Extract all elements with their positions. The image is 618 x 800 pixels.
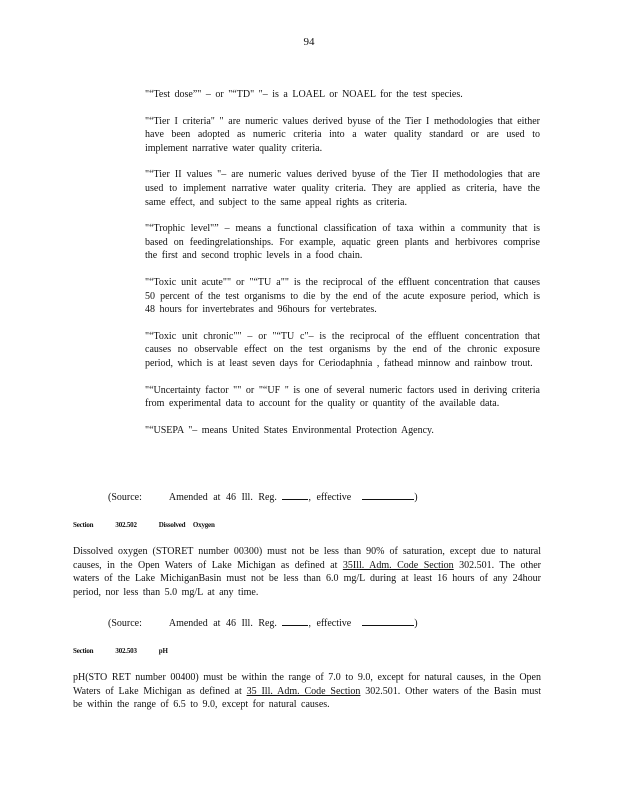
body-text: 302.501. Other waters of the Basin must be within the range of 6.5 to 9.0, except for natural causes. [73, 685, 541, 711]
section-number: 302.502 [115, 521, 137, 529]
definition-test-dose: "“Test dose”" – or "“TD" "– is a LOAEL or NOAEL for the test species. [145, 89, 463, 100]
definitions-list [145, 88, 540, 450]
section-heading-302-502 [73, 521, 237, 529]
source-close: ) [414, 618, 418, 629]
definition-toxic-unit-acute: "“Toxic unit acute"" or "“TU a"" is the reciprocal of the effluent concentration that causes 50 percent of the test organisms to die by the end of the acute exposure period, which is 48 hours for invertebrates and 96hours for vertebrates. [145, 276, 540, 316]
citation: 35Ill. Adm. Code Section [342, 559, 454, 571]
definition-trophic-level: "“Trophic level"” – means a functional classification of taxa within a community that is based on feedingrelationships. For example, aquatic green plants and herbivores comprise the first and second trophic levels in a food chain. [145, 223, 540, 262]
definition-uncertainty-factor: "“Uncertainty factor "" or "“UF " is one of several numeric factors used in deriving criteria from experimental data to account for the quality or quantity of the available data. [145, 384, 540, 410]
source-prefix: (Source: [108, 618, 142, 629]
section-label: Section [73, 521, 94, 529]
source-text: Amended at 46 Ill. Reg. [168, 492, 283, 503]
section-302-502-body [73, 545, 541, 599]
section-label: Section [73, 647, 94, 655]
source-close: ) [414, 492, 418, 503]
register-blank [282, 490, 308, 500]
source-prefix: (Source: [108, 492, 142, 503]
citation: 35 Ill. Adm. Code Section [246, 685, 361, 697]
effective-date-blank [362, 490, 414, 500]
source-effective: , effective [308, 492, 352, 503]
definition-usepa: "“USEPA "– means United States Environmental Protection Agency. [145, 424, 434, 436]
section-title: Dissolved Oxygen [158, 521, 215, 529]
definition-tier-ii-values: "“Tier II values "– are numeric values derived byuse of the Tier II methodologies that are used to implement narrative water quality criteria. They are applied as criteria, have the same effect, and subject to the same appeal rights as criteria. [145, 169, 540, 208]
body-text: Dissolved oxygen (STORET number 00300) must not be less than 90% of saturation, except due to natural causes, in the Open Waters of Lake Michigan as defined at [73, 546, 541, 571]
source-note [108, 490, 418, 503]
page-number: 94 [303, 36, 315, 48]
section-title: pH [158, 647, 168, 655]
register-blank [282, 616, 308, 626]
definition-tier-i-criteria: "“Tier I criteria" " are numeric values derived byuse of the Tier I methodologies that either have been adopted as numeric criteria into a water quality standard or are used to implement narrative water quality criteria. [145, 115, 540, 154]
definition-toxic-unit-chronic: "“Toxic unit chronic"" – or "“TU c"– is the reciprocal of the effluent concentration that causes no observable effect on the test organisms by the end of the chronic exposure period, which is at least seven days for Ceriodaphnia , fathead minnow and rainbow trout. [145, 330, 540, 369]
effective-date-blank [362, 616, 414, 626]
body-text: pH(STO RET number 00400) must be within the range of 7.0 to 9.0, except for natural causes, in the Open Waters of Lake Michigan as defined at [73, 672, 541, 697]
body-text: 302.501. The other waters of the Lake MichiganBasin must not be less than 6.0 mg/L during at least 16 hours of any 24hour period, nor less than 5.0 mg/L at any time. [73, 559, 541, 598]
section-302-503-body [73, 671, 541, 712]
section-number: 302.503 [115, 647, 137, 655]
source-text: Amended at 46 Ill. Reg. [168, 618, 283, 629]
section-heading-302-503 [73, 647, 190, 655]
source-note [108, 616, 418, 629]
source-effective: , effective [308, 618, 352, 629]
